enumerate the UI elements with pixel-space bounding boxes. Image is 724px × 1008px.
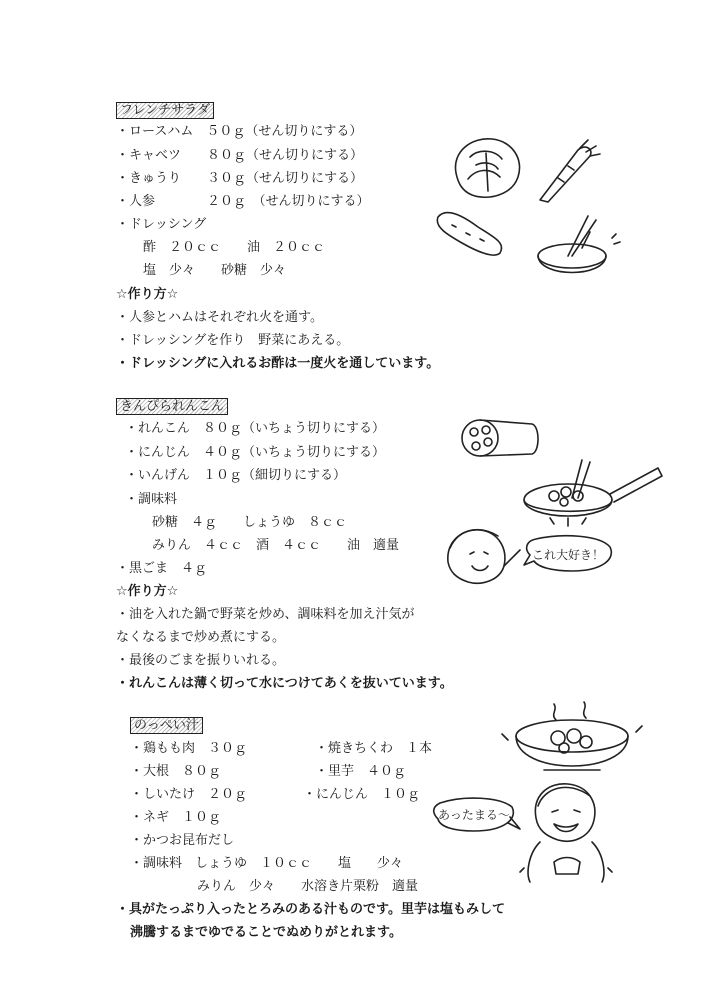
method-step: ・ドレッシングを作り 野菜にあえる。 — [116, 333, 350, 348]
seasoning-mirin-sake-oil: みりん ４ｃｃ 酒 ４ｃｃ 油 適量 — [152, 538, 400, 553]
dressing-vinegar-oil: 酢 ２０ｃｃ 油 ２０ｃｃ — [143, 240, 326, 255]
method-heading: ☆作り方☆ — [116, 584, 179, 599]
seasoning-sugar-soy: 砂糖 ４ｇ しょうゆ ８ｃｃ — [152, 515, 348, 530]
speech-text-kinpira: これ大好き！ — [531, 548, 605, 562]
kinpira-renkon-title: きんぴられんこん — [116, 398, 228, 415]
seasoning-soy-salt: ・調味料 しょうゆ １０ｃｃ 塩 少々 — [130, 856, 404, 871]
ingredient-green-beans: ・いんげん １０ｇ（細切りにする） — [125, 468, 347, 483]
ingredient-cabbage: ・キャベツ ８０ｇ（せん切りにする） — [116, 148, 364, 163]
cucumber-illustration — [432, 205, 512, 260]
method-step: ・最後のごまを振りいれる。 — [116, 653, 286, 668]
dressing-bowl-illustration — [530, 212, 625, 292]
ingredient-taro: ・里芋 ４０ｇ — [315, 764, 407, 779]
method-heading: ☆作り方☆ — [116, 287, 179, 302]
ingredient-negi: ・ネギ １０ｇ — [130, 810, 222, 825]
ingredient-carrot: ・人参 ２０ｇ （せん切りにする） — [116, 194, 370, 209]
ingredient-chicken: ・鶏もも肉 ３０ｇ — [130, 741, 248, 756]
carrot-illustration — [530, 138, 610, 208]
ingredient-dashi: ・かつお昆布だし — [130, 833, 235, 848]
speech-bubble-noppei — [430, 795, 520, 840]
ingredient-carrot: ・にんじん ４０ｇ（いちょう切りにする） — [125, 445, 386, 460]
ingredient-black-sesame: ・黒ごま ４ｇ — [116, 561, 208, 576]
ingredient-chikuwa: ・焼きちくわ １本 — [315, 741, 433, 756]
french-salad-title: フレンチサラダ — [116, 102, 214, 119]
soup-bowl-illustration — [500, 700, 650, 790]
boy-character-illustration — [438, 522, 523, 592]
ingredient-shiitake: ・しいたけ ２０ｇ — [130, 787, 248, 802]
ingredient-seasoning: ・調味料 — [125, 492, 178, 507]
method-step: ・ドレッシングに入れるお酢は一度火を通しています。 — [116, 356, 440, 371]
speech-bubble-kinpira — [522, 533, 617, 578]
ingredient-ham: ・ロースハム ５０ｇ（せん切りにする） — [116, 124, 363, 139]
ingredient-carrot: ・にんじん １０ｇ — [303, 787, 421, 802]
seasoning-mirin-starch: みりん 少々 水溶き片栗粉 適量 — [197, 879, 419, 894]
ingredient-cucumber: ・きゅうり ３０ｇ（せん切りにする） — [116, 171, 364, 186]
grandmother-character-illustration — [518, 778, 613, 888]
method-step: ・油を入れた鍋で野菜を炒め、調味料を加え汁気が — [116, 607, 415, 622]
method-step: ・れんこんは薄く切って水につけてあくを抜いています。 — [116, 676, 453, 691]
note-line: ・具がたっぷり入ったとろみのある汁ものです。里芋は塩もみして — [116, 902, 505, 917]
noppei-jiru-title: のっぺい汁 — [130, 717, 203, 734]
frying-pan-illustration — [520, 458, 665, 528]
method-step: ・人参とハムはそれぞれ火を通す。 — [116, 310, 323, 325]
dressing-salt-sugar: 塩 少々 砂糖 少々 — [143, 263, 287, 278]
ingredient-lotus-root: ・れんこん ８０ｇ（いちょう切りにする） — [125, 421, 386, 436]
speech-text-noppei: あったまる～ — [438, 808, 510, 822]
note-line: 沸騰するまでゆでることでぬめりがとれます。 — [130, 925, 402, 940]
cabbage-illustration — [448, 133, 528, 203]
ingredient-dressing: ・ドレッシング — [116, 217, 207, 232]
ingredient-daikon: ・大根 ８０ｇ — [130, 764, 222, 779]
method-step: なくなるまで炒め煮にする。 — [116, 630, 286, 645]
